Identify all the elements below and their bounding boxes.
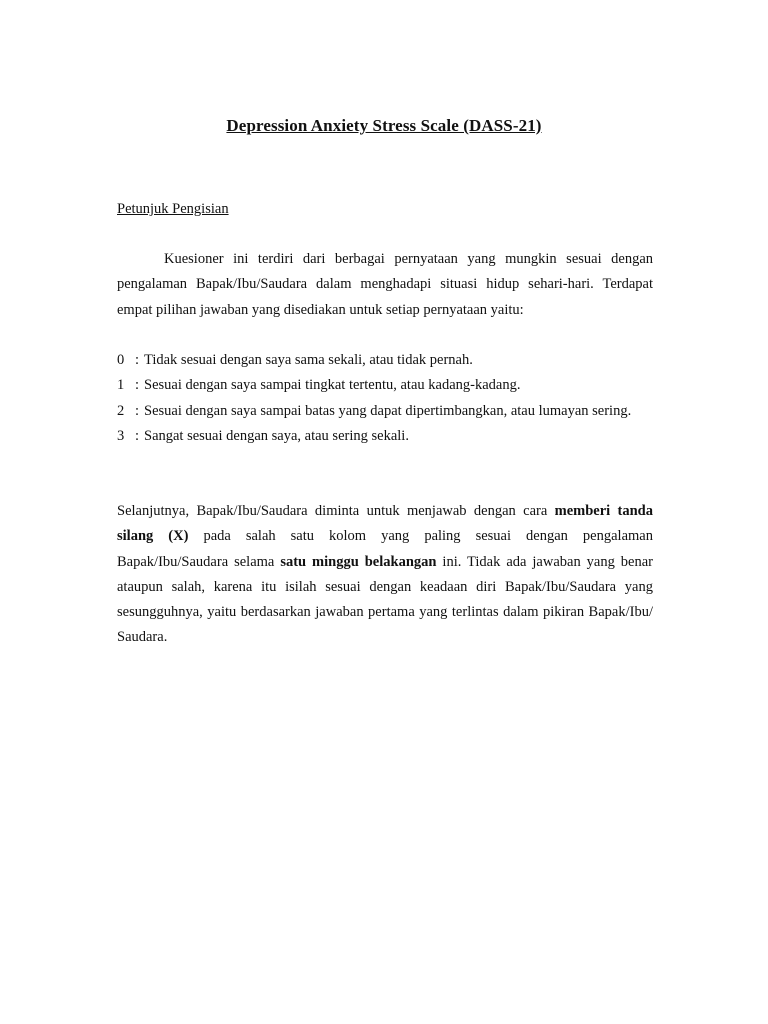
option-text: Sesuai dengan saya sampai batas yang dapat dipertimbangkan, atau lumayan sering. [144,402,632,419]
option-colon: : [135,427,140,444]
document-title: Depression Anxiety Stress Scale (DASS-21) [226,116,542,135]
option-text: Tidak sesuai dengan saya sama sekali, atau tidak pernah. [144,352,473,368]
option-number: 0 [117,352,125,368]
answer-option [117,424,653,449]
answer-option [117,373,653,398]
option-text: Sangat sesuai dengan saya, atau sering sekali. [144,427,409,444]
instruction-text-part1: Selanjutnya, Bapak/Ibu/Saudara diminta untuk menjawab dengan cara [117,503,555,519]
option-number: 2 [117,402,125,419]
option-colon: : [135,402,140,419]
option-colon: : [135,352,140,368]
option-text: Sesuai dengan saya sampai tingkat tertentu, atau kadang-kadang. [144,377,521,394]
intro-paragraph: Kuesioner ini terdiri dari berbagai pernyataan yang mungkin sesuai dengan pengalaman Bapak/Ibu/Saudara dalam menghadapi situasi hidup sehari-hari. Terdapat empat pilihan jawaban yang disediakan untuk setiap pernyataan yaitu: [117,251,653,318]
instruction-bold-period: satu minggu belakangan [280,553,437,570]
section-heading: Petunjuk Pengisian [117,201,229,217]
answer-option [117,348,653,373]
instruction-paragraph [117,499,653,651]
instruction-text-part3: ini. Tidak ada jawaban yang benar ataupun salah, karena itu isilah sesuai dengan keadaan diri Bapak/Ibu/Saudara yang sesungguhnya, yaitu berdasarkan jawaban pertama yang terlintas dalam pikiran Bapak/Ibu/ Saudara. [117,553,654,646]
answer-options-list [117,348,653,449]
option-number: 3 [117,427,125,444]
instruction-text-part2: pada salah satu kolom yang paling sesuai dengan pengalaman Bapak/Ibu/Saudara selama [117,528,653,570]
answer-option [117,399,653,424]
instruction-bold-mark-x: memberi tanda silang (X) [117,503,653,545]
option-number: 1 [117,377,125,394]
option-colon: : [135,377,140,394]
